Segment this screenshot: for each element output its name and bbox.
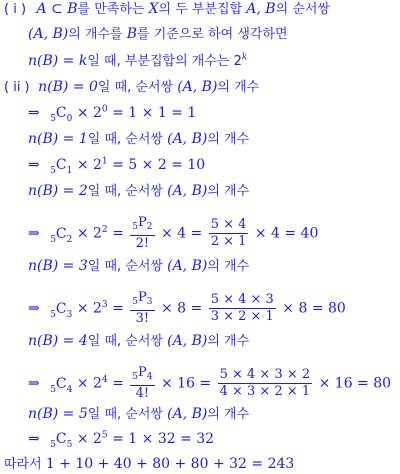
case2-row0-header [4, 78, 259, 97]
row5-eq-b: = 1 × 32 = 32 [107, 431, 215, 447]
case2-row4-header [28, 332, 249, 351]
case2-marker: ( ii ) [4, 80, 30, 95]
row5-eq-a: × 2 [72, 431, 102, 447]
row0-phrase: 일 때, 순서쌍 [97, 80, 178, 95]
row4-perm-p: P [138, 365, 147, 380]
row4-count-word: 의 개수 [207, 334, 250, 349]
row2-perm-sub: 2 [146, 222, 153, 232]
row4-expand-num: 5 × 4 × 3 × 2 [219, 367, 311, 382]
row3-c-pre: 5 [50, 309, 56, 320]
case2-row3-eq [28, 290, 346, 327]
row4-perm-fraction [130, 365, 154, 402]
row1-count-word: 의 개수 [207, 132, 250, 147]
case1-set-b: B [126, 26, 138, 42]
row2-tail: × 4 = 40 [250, 225, 319, 242]
row2-expand-fraction [209, 217, 249, 250]
row3-perm-p: P [138, 290, 147, 305]
row4-pair: (A, B) [167, 333, 208, 349]
row2-perm-den: 2! [135, 236, 150, 251]
row4-perm-den: 4! [135, 386, 150, 401]
row3-perm-fraction [130, 290, 154, 327]
case1-line2 [28, 25, 288, 44]
row4-expand-den: 4 × 3 × 2 × 1 [219, 384, 311, 399]
case1-text-e: 를 기준으로 하여 생각하면 [137, 27, 288, 42]
implies-arrow-icon: ⇒ [28, 105, 40, 121]
row1-eq-a: × 2 [72, 157, 102, 173]
row3-perm-den: 3! [135, 311, 150, 326]
row0-c-sub: 0 [66, 113, 73, 124]
case2-row5-eq [28, 430, 214, 448]
case2-row1-header [28, 130, 249, 149]
row0-n: n(B) = 0 [38, 79, 98, 95]
row4-n: n(B) = 4 [28, 333, 88, 349]
row1-pair: (A, B) [167, 131, 208, 147]
case2-row0-eq [28, 104, 196, 122]
case1-text-c: 의 순서쌍 [275, 2, 330, 17]
row4-eq-a: × 2 [72, 375, 102, 392]
row1-c-pre: 5 [50, 165, 56, 176]
row0-eq-a: × 2 [72, 105, 102, 121]
row4-eq-b: = [107, 375, 129, 392]
row0-c: C [55, 105, 67, 121]
row0-count-word: 의 개수 [217, 80, 260, 95]
row2-perm-p: P [138, 215, 147, 230]
case2-row2-eq [28, 215, 318, 252]
row2-eq-a: × 2 [72, 225, 102, 242]
row3-perm-pre: 5 [132, 297, 139, 307]
row3-expand-num: 5 × 4 × 3 [210, 292, 274, 307]
row2-count-word: 의 개수 [207, 184, 250, 199]
row2-n: n(B) = 2 [28, 183, 88, 199]
row3-mid: × 8 = [156, 300, 207, 317]
row3-c-sub: 3 [66, 309, 73, 320]
row3-expand-fraction [209, 292, 276, 325]
case1-text-d: 의 개수를 [68, 27, 127, 42]
implies-arrow-icon: ⇒ [28, 300, 40, 317]
row3-eq-a: × 2 [72, 300, 102, 317]
row2-phrase: 일 때, 순서쌍 [87, 184, 168, 199]
row5-c: C [55, 431, 67, 447]
case2-row3-header [28, 257, 249, 276]
case1-set-x: X [148, 1, 159, 17]
row5-phrase: 일 때, 순서쌍 [87, 407, 168, 422]
implies-arrow-icon: ⇒ [28, 157, 40, 173]
row5-pair: (A, B) [167, 406, 208, 422]
row1-n: n(B) = 1 [28, 131, 88, 147]
row2-c-sub: 2 [66, 234, 73, 245]
row3-perm-sub: 3 [146, 297, 153, 307]
row1-eq-b: = 5 × 2 = 10 [107, 157, 206, 173]
row2-expand-num: 5 × 4 [210, 217, 247, 232]
row5-count-word: 의 개수 [207, 407, 250, 422]
implies-arrow-icon: ⇒ [28, 431, 40, 447]
row2-perm-fraction [130, 215, 154, 252]
case2-row4-eq [28, 365, 391, 402]
implies-arrow-icon: ⇒ [28, 375, 40, 392]
row3-phrase: 일 때, 순서쌍 [87, 259, 168, 274]
row3-pair: (A, B) [167, 258, 208, 274]
case2-row2-header [28, 182, 249, 201]
row0-exp: 0 [101, 104, 108, 115]
row3-eq-b: = [107, 300, 129, 317]
row1-exp: 1 [101, 156, 108, 167]
row4-c-sub: 4 [66, 384, 73, 395]
case1-exp-k: k [241, 52, 248, 63]
row2-perm-pre: 5 [132, 222, 139, 232]
implies-arrow-icon: ⇒ [28, 225, 40, 242]
row2-c: C [55, 225, 67, 242]
row2-expand-den: 2 × 1 [210, 234, 247, 249]
case1-marker: ( i ) [4, 2, 27, 17]
row2-pair: (A, B) [167, 183, 208, 199]
row2-mid: × 4 = [156, 225, 207, 242]
row5-exp: 5 [101, 430, 108, 441]
conclusion-line [4, 455, 294, 474]
row3-count-word: 의 개수 [207, 259, 250, 274]
case2-row5-header [28, 405, 249, 424]
row4-perm-pre: 5 [132, 372, 139, 382]
row1-phrase: 일 때, 순서쌍 [87, 132, 168, 147]
row0-pair: (A, B) [177, 79, 218, 95]
conclusion-word: 따라서 [4, 457, 46, 472]
row4-tail: × 16 = 80 [314, 375, 392, 392]
row0-eq-b: = 1 × 1 = 1 [107, 105, 197, 121]
case1-line1 [4, 0, 330, 19]
conclusion-expr: 1 + 10 + 40 + 80 + 80 + 32 = 243 [45, 456, 295, 472]
row4-mid: × 16 = [156, 375, 216, 392]
case1-text-b: 의 두 부분집합 [158, 2, 247, 17]
row1-c: C [55, 157, 67, 173]
row2-exp: 2 [101, 224, 108, 235]
case1-text-a: 를 만족하는 [77, 2, 149, 17]
row4-expand-fraction [218, 367, 313, 400]
row3-c: C [55, 300, 67, 317]
row4-c: C [55, 375, 67, 392]
row2-eq-b: = [107, 225, 129, 242]
case1-nb-k: n(B) = k [28, 53, 88, 69]
row2-c-pre: 5 [50, 234, 56, 245]
case2-row1-eq [28, 156, 205, 174]
case1-text-f: 일 때, 부분집합의 개수는 2 [87, 54, 242, 69]
row0-c-pre: 5 [50, 113, 56, 124]
case1-subset-expr: A ⊂ B [36, 1, 78, 17]
row5-c-sub: 5 [66, 439, 73, 450]
case1-sets-ab: A, B [246, 1, 276, 17]
case1-line3 [28, 52, 247, 71]
row4-exp: 4 [101, 374, 108, 385]
case1-pair: (A, B) [28, 26, 69, 42]
row1-c-sub: 1 [66, 165, 73, 176]
row5-n: n(B) = 5 [28, 406, 88, 422]
row3-n: n(B) = 3 [28, 258, 88, 274]
row3-tail: × 8 = 80 [277, 300, 346, 317]
row3-expand-den: 3 × 2 × 1 [210, 309, 274, 324]
row4-c-pre: 5 [50, 384, 56, 395]
row4-phrase: 일 때, 순서쌍 [87, 334, 168, 349]
row4-perm-sub: 4 [146, 372, 153, 382]
row5-c-pre: 5 [50, 439, 56, 450]
row3-exp: 3 [101, 299, 108, 310]
